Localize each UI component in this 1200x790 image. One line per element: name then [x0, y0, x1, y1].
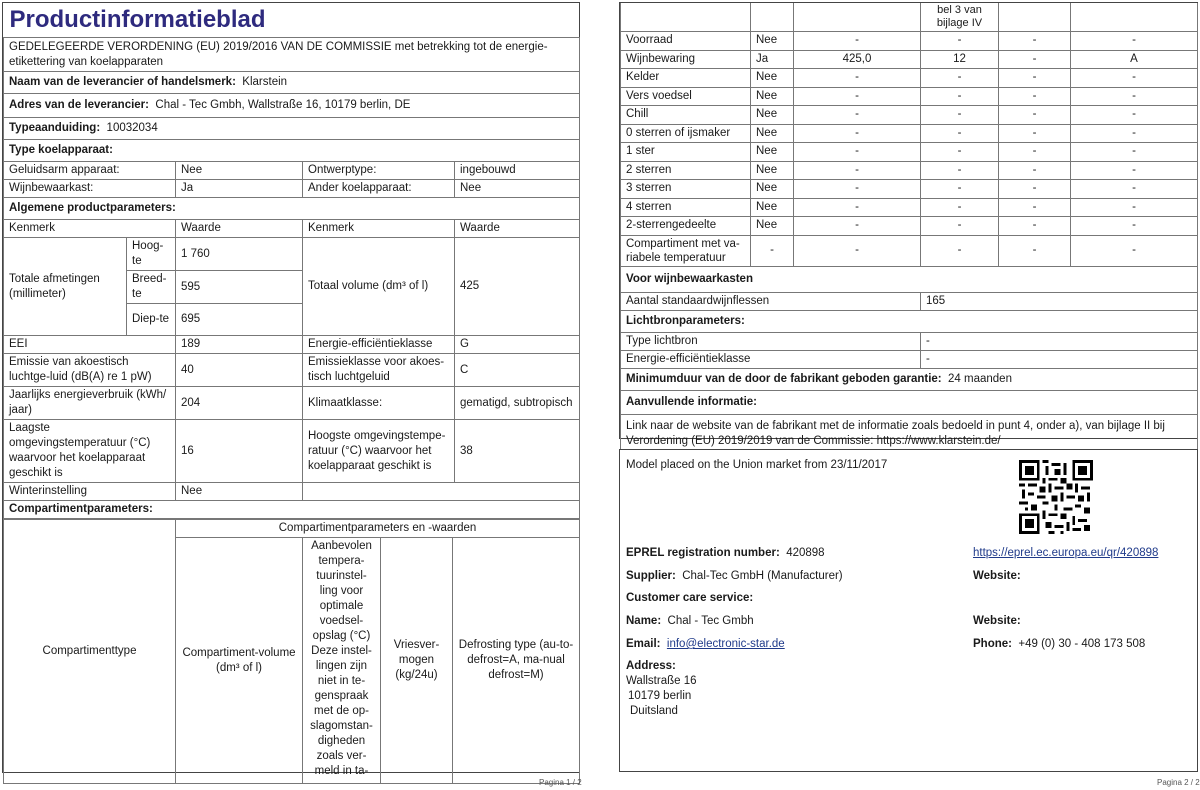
winter-empty: [303, 483, 580, 501]
depth-label: Diep-te: [127, 304, 176, 336]
noise-label: Emissie van akoestisch luchtge-luid (dB(A) re 1 pW): [4, 354, 176, 387]
other-value: Nee: [455, 180, 580, 198]
cell-present: Nee: [751, 106, 794, 125]
qr-code-icon[interactable]: [1019, 460, 1093, 534]
phone-label: Phone:: [973, 638, 1012, 650]
page-number-1: Pagina 1 / 2: [539, 778, 582, 787]
low-noise-value: Nee: [176, 162, 303, 180]
cell-present: Nee: [751, 198, 794, 217]
comp-header: Compartimentparameters:: [4, 501, 580, 519]
email-link[interactable]: info@electronic-star.de: [666, 638, 785, 650]
cell-temp: -: [921, 106, 999, 125]
address-label-2: Address:: [626, 660, 676, 672]
care-label: Customer care service:: [626, 592, 754, 604]
light-class-value: -: [921, 350, 1198, 368]
page-number-2: Pagina 2 / 2: [1157, 778, 1200, 787]
light-header: Lichtbronparameters:: [621, 310, 1198, 332]
cell-temp: -: [921, 235, 999, 266]
cell-present: Nee: [751, 124, 794, 143]
cell-vol: -: [794, 143, 921, 162]
comp-volume-header: Compartiment-volume (dm³ of l): [176, 538, 303, 784]
cell-name: Compartiment met va-riabele temperatuur: [621, 235, 751, 266]
design-value: ingebouwd: [455, 162, 580, 180]
cell-defrost: -: [1071, 217, 1198, 236]
extra-header: Aanvullende informatie:: [621, 390, 1198, 414]
table-row: [621, 161, 1198, 180]
cell-temp: -: [921, 32, 999, 51]
cell-name: Vers voedsel: [621, 87, 751, 106]
top-empty-2: [751, 3, 794, 32]
cell-temp: -: [921, 87, 999, 106]
name-label: Name:: [626, 615, 662, 627]
eprel-link[interactable]: https://eprel.ec.europa.eu/qr/420898: [973, 547, 1159, 559]
name-row: [626, 614, 754, 629]
depth-value: 695: [176, 304, 303, 336]
light-class-label: Energie-efficiëntieklasse: [621, 350, 921, 368]
address-line-2: 10179 berlin: [628, 690, 692, 702]
cell-temp: -: [921, 161, 999, 180]
top-empty-6: [1071, 3, 1198, 32]
cell-vol: -: [794, 87, 921, 106]
cell-temp: -: [921, 180, 999, 199]
extra-text: Link naar de website van de fabrikant met de informatie zoals bedoeld in punt 4, onder a), van bijlage II bij Verordening (EU) 2019/2019 van de Commissie: https://www.klarstein.de/: [621, 414, 1198, 452]
cell-defrost: -: [1071, 32, 1198, 51]
supplier-value-2: Chal-Tec GmbH (Manufacturer): [682, 570, 843, 582]
email-row: [626, 637, 785, 652]
wine-header: Voor wijnbewaarkasten: [621, 266, 1198, 292]
cell-defrost: -: [1071, 124, 1198, 143]
top-note: bel 3 van bijlage IV: [921, 3, 999, 32]
top-empty-1: [621, 3, 751, 32]
document-title: Productinformatieblad: [4, 3, 580, 38]
cell-present: Nee: [751, 69, 794, 88]
top-empty-5: [999, 3, 1071, 32]
cell-freeze: -: [999, 106, 1071, 125]
warranty-label: Minimumduur van de door de fabrikant geboden garantie:: [626, 372, 942, 385]
cell-freeze: -: [999, 198, 1071, 217]
low-noise-label: Geluidsarm apparaat:: [4, 162, 176, 180]
eprel-row: [626, 546, 825, 561]
cell-temp: -: [921, 198, 999, 217]
comp-defrost-header: Defrosting type (au-to-defrost=A, ma-nual defrost=M): [453, 538, 580, 784]
comp-freeze-header: Vriesver-mogen (kg/24u): [381, 538, 453, 784]
noise-class-label: Emissieklasse voor akoes-tisch luchtgeluid: [303, 354, 455, 387]
cell-present: Nee: [751, 143, 794, 162]
height-label: Hoog-te: [127, 238, 176, 271]
cell-defrost: -: [1071, 180, 1198, 199]
cell-freeze: -: [999, 50, 1071, 69]
cell-present: Nee: [751, 180, 794, 199]
cell-vol: -: [794, 106, 921, 125]
cell-present: Nee: [751, 217, 794, 236]
table-row: [621, 180, 1198, 199]
volume-value: 425: [455, 238, 580, 336]
cell-present: Ja: [751, 50, 794, 69]
address-label: Adres van de leverancier:: [9, 99, 149, 111]
warranty-row: [621, 368, 1198, 390]
table-row: [621, 124, 1198, 143]
cell-name: 2 sterren: [621, 161, 751, 180]
table-row: [621, 235, 1198, 266]
product-info-table: [3, 3, 580, 519]
cell-name: 1 ster: [621, 143, 751, 162]
supplier-label: Naam van de leverancier of handelsmerk:: [9, 76, 236, 88]
page-2-table: [619, 2, 1198, 447]
cell-defrost: -: [1071, 235, 1198, 266]
cell-defrost: A: [1071, 50, 1198, 69]
cell-name: 3 sterren: [621, 180, 751, 199]
address-value: Chal - Tec Gmbh, Wallstraße 16, 10179 berlin, DE: [155, 99, 411, 111]
cell-temp: -: [921, 217, 999, 236]
supplier-label-2: Supplier:: [626, 570, 676, 582]
design-label: Ontwerptype:: [303, 162, 455, 180]
climate-label: Klimaatklasse:: [303, 387, 455, 420]
table-row: [621, 69, 1198, 88]
page-2-contact-box: [619, 449, 1198, 772]
cell-freeze: -: [999, 124, 1071, 143]
comp-group-header: Compartimentparameters en -waarden: [176, 520, 580, 538]
cell-present: -: [751, 235, 794, 266]
warranty-value: 24 maanden: [948, 372, 1012, 385]
width-value: 595: [176, 271, 303, 304]
cell-name: 4 sterren: [621, 198, 751, 217]
table-row: [621, 217, 1198, 236]
cell-temp: -: [921, 69, 999, 88]
website-label-2: Website:: [973, 615, 1021, 627]
cell-defrost: -: [1071, 69, 1198, 88]
col-kenmerk-2: Kenmerk: [303, 220, 455, 238]
cell-freeze: -: [999, 161, 1071, 180]
annual-label: Jaarlijks energieverbruik (kWh/ jaar): [4, 387, 176, 420]
table-row: [621, 198, 1198, 217]
dims-label: Totale afmetingen (millimeter): [4, 238, 127, 336]
table-row: [621, 143, 1198, 162]
table-row: [621, 50, 1198, 69]
cell-vol: -: [794, 124, 921, 143]
model-value: 10032034: [106, 122, 158, 134]
comp-temp-header: Aanbevolen tempera-tuurinstel-ling voor optimale voedsel-opslag (°C) Deze instel-lingen zijn niet in te-genspraak met de op-slagomstan-digheden zoals ver-meld in ta-: [303, 538, 381, 784]
cell-defrost: -: [1071, 161, 1198, 180]
winter-label: Winterinstelling: [4, 483, 176, 501]
model-placed-text: Model placed on the Union market from 23/11/2017: [626, 459, 888, 471]
cell-name: Voorraad: [621, 32, 751, 51]
cell-freeze: -: [999, 235, 1071, 266]
bottles-label: Aantal standaardwijnflessen: [621, 292, 921, 310]
light-type-value: -: [921, 332, 1198, 350]
bottles-value: 165: [921, 292, 1198, 310]
noise-class-value: C: [455, 354, 580, 387]
max-temp-value: 38: [455, 420, 580, 483]
eei-value: 189: [176, 336, 303, 354]
cell-freeze: -: [999, 217, 1071, 236]
cell-defrost: -: [1071, 106, 1198, 125]
climate-value: gematigd, subtropisch: [455, 387, 580, 420]
address-line-1: Wallstraße 16: [626, 675, 697, 687]
cell-present: Nee: [751, 87, 794, 106]
model-row: [4, 118, 580, 140]
cell-temp: 12: [921, 50, 999, 69]
compartment-values-table: [620, 3, 1198, 453]
min-temp-value: 16: [176, 420, 303, 483]
address-line-3: Duitsland: [630, 705, 678, 717]
regulation-text: GEDELEGEERDE VERORDENING (EU) 2019/2016 VAN DE COMMISSIE met betrekking tot de energie-etikettering van koelapparaten: [4, 38, 580, 72]
email-label: Email:: [626, 638, 661, 650]
supplier-row-2: [626, 569, 843, 584]
address-row: [4, 94, 580, 118]
cell-vol: 425,0: [794, 50, 921, 69]
cell-vol: -: [794, 198, 921, 217]
annual-value: 204: [176, 387, 303, 420]
phone-row: [973, 637, 1145, 652]
wine-value: Ja: [176, 180, 303, 198]
eclass-value: G: [455, 336, 580, 354]
min-temp-label: Laagste omgevingstemperatuur (°C) waarvoor het koelapparaat geschikt is: [4, 420, 176, 483]
supplier-row: [4, 72, 580, 94]
noise-value: 40: [176, 354, 303, 387]
height-value: 1 760: [176, 238, 303, 271]
cell-name: 0 sterren of ijsmaker: [621, 124, 751, 143]
cell-freeze: -: [999, 69, 1071, 88]
cell-freeze: -: [999, 87, 1071, 106]
cell-name: 2-sterrengedeelte: [621, 217, 751, 236]
cell-vol: -: [794, 32, 921, 51]
wine-label: Wijnbewaarkast:: [4, 180, 176, 198]
cell-vol: -: [794, 217, 921, 236]
cell-vol: -: [794, 69, 921, 88]
cell-vol: -: [794, 180, 921, 199]
eprel-value: 420898: [786, 547, 825, 559]
cell-present: Nee: [751, 161, 794, 180]
cell-name: Wijnbewaring: [621, 50, 751, 69]
col-waarde-1: Waarde: [176, 220, 303, 238]
cell-temp: -: [921, 124, 999, 143]
cell-present: Nee: [751, 32, 794, 51]
col-kenmerk-1: Kenmerk: [4, 220, 176, 238]
width-label: Breed-te: [127, 271, 176, 304]
website-label: Website:: [973, 570, 1021, 582]
table-row: [621, 32, 1198, 51]
phone-value: +49 (0) 30 - 408 173 508: [1018, 638, 1146, 650]
eclass-label: Energie-efficiëntieklasse: [303, 336, 455, 354]
supplier-value: Klarstein: [242, 76, 288, 88]
volume-label: Totaal volume (dm³ of l): [303, 238, 455, 336]
cell-freeze: -: [999, 180, 1071, 199]
cell-defrost: -: [1071, 198, 1198, 217]
name-value: Chal - Tec Gmbh: [667, 615, 754, 627]
cell-defrost: -: [1071, 87, 1198, 106]
top-empty-3: [794, 3, 921, 32]
table-row: [621, 106, 1198, 125]
light-type-label: Type lichtbron: [621, 332, 921, 350]
table-row: [621, 87, 1198, 106]
cell-freeze: -: [999, 32, 1071, 51]
compartment-header-table: [3, 519, 580, 784]
page-1: [2, 2, 580, 777]
cell-temp: -: [921, 143, 999, 162]
cell-name: Kelder: [621, 69, 751, 88]
cell-freeze: -: [999, 143, 1071, 162]
cell-vol: -: [794, 161, 921, 180]
col-waarde-2: Waarde: [455, 220, 580, 238]
cell-defrost: -: [1071, 143, 1198, 162]
type-header: Type koelapparaat:: [4, 140, 580, 162]
other-label: Ander koelapparaat:: [303, 180, 455, 198]
max-temp-label: Hoogste omgevingstempe-ratuur (°C) waarvoor het koelapparaat geschikt is: [303, 420, 455, 483]
cell-name: Chill: [621, 106, 751, 125]
eprel-label: EPREL registration number:: [626, 547, 780, 559]
model-label: Typeaanduiding:: [9, 122, 101, 134]
cell-vol: -: [794, 235, 921, 266]
eei-label: EEI: [4, 336, 176, 354]
winter-value: Nee: [176, 483, 303, 501]
comp-type-header: Compartimenttype: [4, 520, 176, 784]
general-header: Algemene productparameters:: [4, 198, 580, 220]
